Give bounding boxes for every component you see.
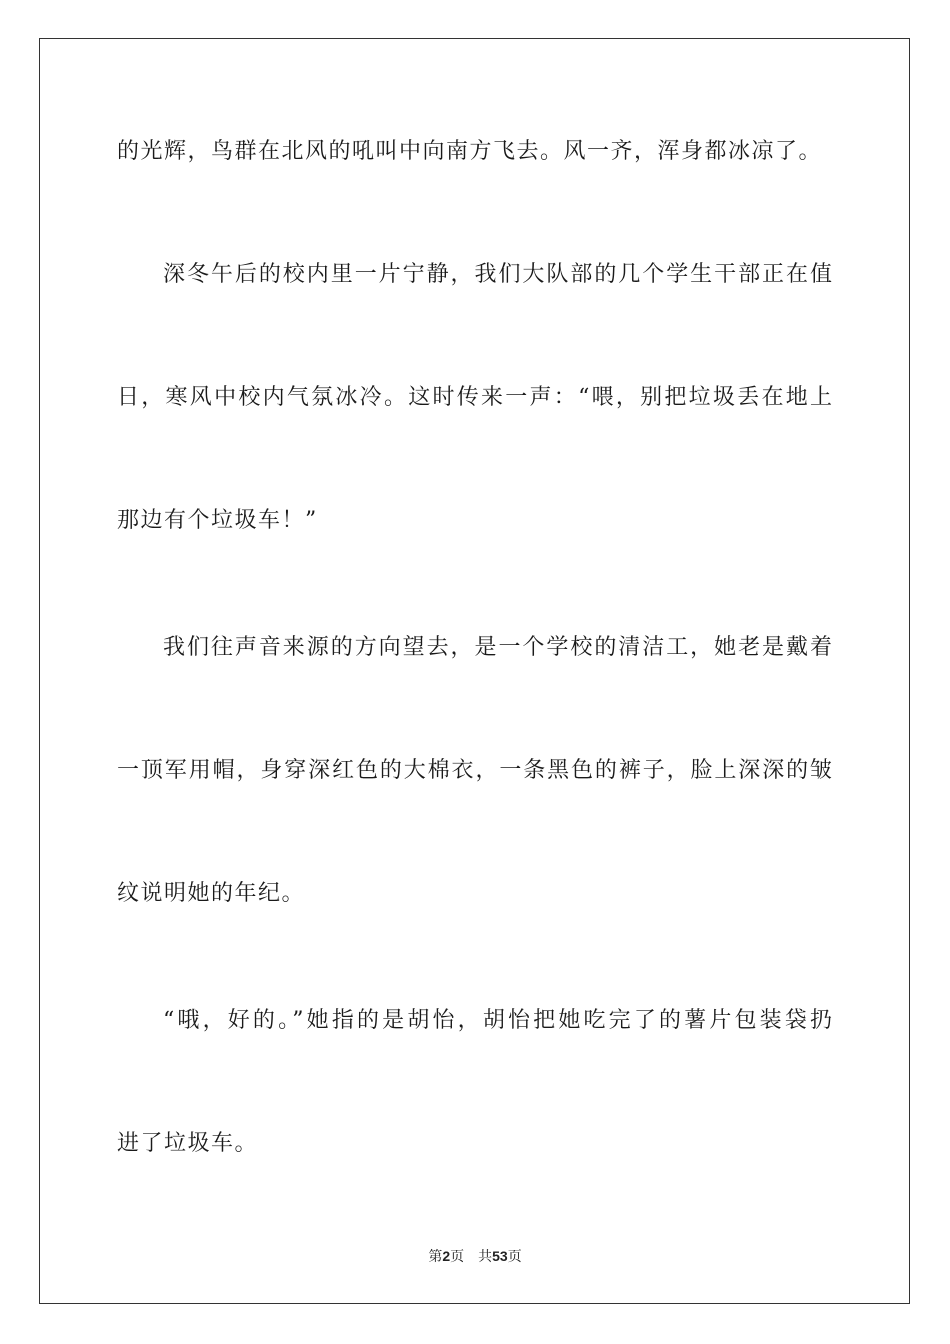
total-pages: 53 xyxy=(492,1248,508,1264)
text-line-1: 的光辉，鸟群在北风的吼叫中向南方飞去。风一齐，浑身都冰凉了。 xyxy=(117,139,823,164)
paragraph-3-line-1: 我们往声音来源的方向望去，是一个学校的清洁工，她老是戴着 xyxy=(163,635,832,660)
page-number: 2 xyxy=(442,1248,451,1264)
paragraph-3-line-2: 一顶军用帽，身穿深红色的大棉衣，一条黑色的裤子，脸上深深的皱 xyxy=(117,758,832,783)
page-suffix: 页 xyxy=(450,1249,465,1265)
page-footer xyxy=(0,1246,950,1267)
total-prefix: 共 xyxy=(478,1249,493,1265)
paragraph-2-line-1: 深冬午后的校内里一片宁静，我们大队部的几个学生干部正在值 xyxy=(163,262,832,287)
paragraph-4-line-2: 进了垃圾车。 xyxy=(117,1131,259,1156)
total-suffix: 页 xyxy=(507,1249,522,1265)
paragraph-4-line-1: “哦，好的。”她指的是胡怡，胡怡把她吃完了的薯片包装袋扔 xyxy=(163,1008,832,1033)
paragraph-2-line-2: 日，寒风中校内气氛冰冷。这时传来一声：“喂，别把垃圾丢在地上 xyxy=(117,385,832,410)
paragraph-3-line-3: 纹说明她的年纪。 xyxy=(117,881,306,906)
paragraph-2-line-3: 那边有个垃圾车！” xyxy=(117,508,318,533)
page-prefix: 第 xyxy=(428,1249,443,1265)
page-border xyxy=(39,38,910,1304)
